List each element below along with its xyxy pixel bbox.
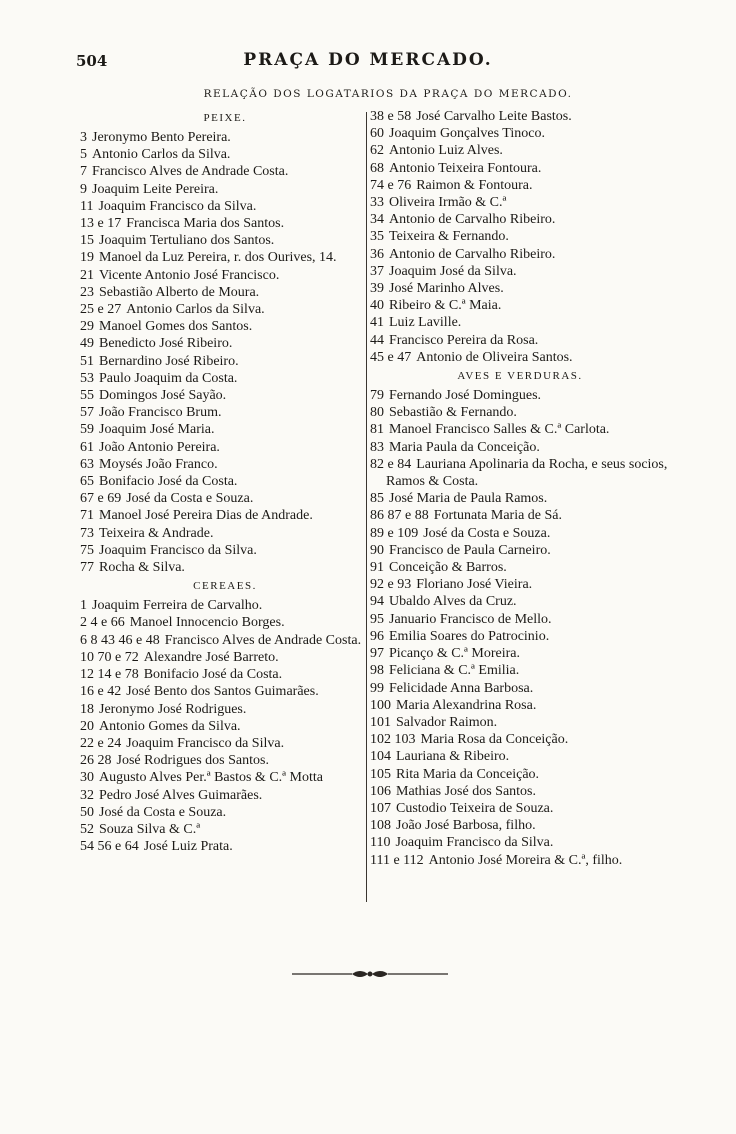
tenant-entry: [370, 280, 670, 297]
tenant-entry: [370, 263, 670, 280]
tenant-name: Lauriana & Ribeiro.: [396, 749, 510, 765]
tenant-name: João José Barbosa, filho.: [396, 818, 536, 834]
tenant-name: Antonio José Moreira & C.ª, filho.: [428, 852, 623, 868]
stall-number: 89 e 109: [370, 525, 419, 541]
tenant-name: Jeronymo Bento Pereira.: [92, 130, 231, 145]
tenant-name: Antonio Carlos da Silva.: [92, 147, 231, 163]
tenant-name: Manoel Innocencio Borges.: [129, 615, 285, 631]
tenant-name: Francisco de Paula Carneiro.: [389, 542, 551, 558]
tenant-entry: [370, 349, 670, 366]
tenant-name: Joaquim José Maria.: [99, 422, 215, 438]
tenant-entry: [80, 318, 370, 335]
tenant-name: José Rodrigues dos Santos.: [116, 753, 269, 769]
tenant-entry: [370, 576, 670, 593]
stall-number: 67 e 69: [80, 491, 122, 507]
tenant-name: Luiz Laville.: [389, 315, 462, 331]
stall-number: 85: [370, 491, 384, 507]
tenant-name: Manoel Gomes dos Santos.: [99, 319, 253, 335]
stall-number: 102 103: [370, 732, 416, 748]
tenant-name: Pedro José Alves Guimarães.: [99, 787, 263, 803]
tenant-name: Felicidade Anna Barbosa.: [389, 680, 534, 696]
subtitle: RELAÇÃO DOS LOGATARIOS DA PRAÇA DO MERCADO.: [203, 88, 573, 100]
stall-number: 30: [80, 770, 94, 786]
tenant-name: Francisca Maria dos Santos.: [126, 216, 285, 232]
tenant-name: Antonio Teixeira Fontoura.: [389, 160, 542, 176]
tenant-entry: [370, 387, 670, 404]
stall-number: 97: [370, 646, 384, 662]
tenant-entry: [80, 821, 370, 838]
tenant-name: Emilia Soares do Patrocinio.: [389, 628, 550, 644]
tenant-name: Sebastião Alberto de Moura.: [99, 284, 260, 300]
tenant-entry: [370, 662, 670, 679]
tenant-entry: [80, 473, 370, 490]
stall-number: 36: [370, 246, 384, 262]
tenant-entry: [80, 804, 370, 821]
stall-number: 1: [80, 598, 87, 614]
tenant-entry: [80, 838, 370, 855]
tenant-entry: [80, 215, 370, 232]
tenant-entry: [80, 735, 370, 752]
tenant-entry: [80, 387, 370, 404]
tenant-entry: [80, 284, 370, 301]
tenant-name: Joaquim Tertuliano dos Santos.: [99, 233, 275, 249]
tenant-name: Paulo Joaquim da Costa.: [99, 370, 238, 386]
tenant-name: Ribeiro & C.ª Maia.: [389, 298, 502, 314]
stall-number: 60: [370, 126, 384, 142]
tenant-entry: [80, 718, 370, 735]
stall-number: 100: [370, 697, 391, 713]
tenant-entry: [370, 125, 670, 142]
tenant-name: Sebastião & Fernando.: [389, 405, 517, 421]
stall-number: 82 e 84: [370, 456, 412, 472]
tenant-name: Maria Alexandrina Rosa.: [396, 697, 537, 713]
tenant-name: Domingos José Sayão.: [99, 388, 227, 404]
tenant-entry: [80, 490, 370, 507]
tenant-entry: [80, 129, 370, 146]
stall-number: 91: [370, 560, 384, 576]
stall-number: 29: [80, 319, 94, 335]
tenant-name: Augusto Alves Per.ª Bastos & C.ª Motta: [99, 770, 323, 786]
stall-number: 12 14 e 78: [80, 667, 139, 683]
tenant-name: Floriano José Vieira.: [416, 577, 533, 593]
tenant-entry: [80, 752, 370, 769]
tenant-name: Teixeira & Andrade.: [99, 525, 214, 541]
stall-number: 20: [80, 718, 94, 734]
tenant-entry: [80, 632, 370, 649]
tenant-entry: [370, 421, 670, 438]
tenant-entry: [370, 559, 670, 576]
tenant-entry: [370, 731, 670, 748]
stall-number: 13 e 17: [80, 216, 122, 232]
tenant-name: Rocha & Silva.: [99, 560, 185, 576]
tenant-entry: [80, 507, 370, 524]
tenant-name: Alexandre José Barreto.: [143, 649, 279, 665]
tenant-name: Antonio de Carvalho Ribeiro.: [389, 212, 556, 228]
tenant-name: Joaquim José da Silva.: [389, 263, 517, 279]
tenant-entry: [80, 439, 370, 456]
tenant-entry: [370, 783, 670, 800]
stall-number: 71: [80, 508, 94, 524]
tenant-name: Fortunata Maria de Sá.: [433, 508, 563, 524]
stall-number: 106: [370, 783, 391, 799]
tenant-entry: [80, 353, 370, 370]
tenant-name: José Luiz Prata.: [143, 839, 233, 855]
tenant-name: Mathias José dos Santos.: [396, 783, 536, 799]
tenant-entry: [80, 146, 370, 163]
tenant-entry: [370, 697, 670, 714]
stall-number: 61: [80, 439, 94, 455]
tenant-entry: [370, 108, 670, 125]
tenant-name: Manoel José Pereira Dias de Andrade.: [99, 508, 313, 524]
tenant-entry: [370, 611, 670, 628]
tenant-name: Joaquim Francisco da Silva.: [395, 835, 554, 851]
tenant-name: Souza Silva & C.ª: [99, 821, 201, 837]
stall-number: 41: [370, 315, 384, 331]
stall-number: 110: [370, 835, 391, 851]
tenant-entry: [80, 456, 370, 473]
tenant-name: Manoel da Luz Pereira, r. dos Ourives, 14.: [99, 250, 337, 266]
stall-number: 10 70 e 72: [80, 649, 139, 665]
tenant-entry: [80, 525, 370, 542]
stall-number: 23: [80, 284, 94, 300]
column-divider: [366, 112, 367, 902]
stall-number: 32: [80, 787, 94, 803]
tenant-name: Antonio de Carvalho Ribeiro.: [389, 246, 556, 262]
stall-number: 51: [80, 353, 94, 369]
stall-number: 54 56 e 64: [80, 839, 139, 855]
tenant-entry: [370, 748, 670, 765]
tenant-name: Ubaldo Alves da Cruz.: [389, 594, 517, 610]
tenant-entry: [80, 370, 370, 387]
tenant-name: Rita Maria da Conceição.: [396, 766, 540, 782]
tenant-entry: [370, 177, 670, 194]
tenant-name: Joaquim Francisco da Silva.: [98, 198, 257, 214]
tenant-entry: [370, 800, 670, 817]
stall-number: 95: [370, 611, 384, 627]
tenant-name: Oliveira Irmão & C.ª: [389, 195, 507, 211]
stall-number: 40: [370, 298, 384, 314]
tenant-entry: [80, 404, 370, 421]
tenant-name: Feliciana & C.ª Emilia.: [389, 663, 520, 679]
stall-number: 6 8 43 46 e 48: [80, 632, 160, 648]
stall-number: 25 e 27: [80, 302, 122, 318]
stall-number: 104: [370, 749, 391, 765]
tenant-name: José Marinho Alves.: [389, 281, 504, 297]
tenant-entry: [80, 769, 370, 786]
tenant-name: Benedicto José Ribeiro.: [99, 336, 233, 352]
tenant-entry: [370, 852, 670, 869]
stall-number: 19: [80, 250, 94, 266]
tenant-entry: [370, 507, 670, 524]
tenant-entry: [370, 228, 670, 245]
end-ornament: [290, 964, 450, 984]
stall-number: 7: [80, 164, 87, 180]
tenant-name: João Francisco Brum.: [99, 405, 222, 421]
stall-number: 33: [370, 195, 384, 211]
tenant-entry: [80, 198, 370, 215]
tenant-name: Francisco Alves de Andrade Costa.: [92, 164, 289, 180]
tenant-entry: [370, 404, 670, 421]
tenant-entry: [80, 614, 370, 631]
tenant-entry: [370, 542, 670, 559]
tenant-entry: [80, 649, 370, 666]
tenant-entry: [80, 301, 370, 318]
tenant-name: Joaquim Leite Pereira.: [92, 181, 219, 197]
tenant-name: Manoel Francisco Salles & C.ª Carlota.: [389, 422, 610, 438]
tenant-entry: [80, 181, 370, 198]
tenant-entry: [370, 314, 670, 331]
tenant-entry: [80, 597, 370, 614]
stall-number: 26 28: [80, 753, 112, 769]
stall-number: 50: [80, 804, 94, 820]
stall-number: 79: [370, 388, 384, 404]
tenant-name: Joaquim Francisco da Silva.: [99, 542, 257, 558]
tenant-entry: [370, 194, 670, 211]
tenant-name: Raimon & Fontoura.: [416, 177, 533, 193]
stall-number: 92 e 93: [370, 577, 412, 593]
tenant-name: Antonio Gomes da Silva.: [99, 718, 241, 734]
stall-number: 107: [370, 800, 391, 816]
tenant-name: Antonio de Oliveira Santos.: [416, 349, 573, 365]
stall-number: 77: [80, 560, 94, 576]
tenant-entry: [80, 249, 370, 266]
tenant-name: José da Costa e Souza.: [99, 804, 227, 820]
tenant-name: Francisco Alves de Andrade Costa.: [164, 632, 362, 648]
tenant-entry: [80, 542, 370, 559]
stall-number: 21: [80, 267, 94, 283]
stall-number: 62: [370, 143, 384, 159]
stall-number: 57: [80, 405, 94, 421]
tenant-name: Fernando José Domingues.: [389, 388, 542, 404]
tenant-entry: [370, 332, 670, 349]
tenant-name: José Bento dos Santos Guimarães.: [126, 684, 319, 700]
tenant-entry: [370, 160, 670, 177]
tenant-entry: [370, 456, 670, 490]
section-title: AVES E VERDURAS.: [457, 370, 583, 383]
tenant-name: Salvador Raimon.: [396, 714, 498, 730]
stall-number: 35: [370, 229, 384, 245]
tenant-entry: [370, 211, 670, 228]
tenant-entry: [80, 559, 370, 576]
stall-number: 80: [370, 405, 384, 421]
tenant-name: Moysés João Franco.: [99, 456, 218, 472]
tenant-name: Lauriana Apolinaria da Rocha, e seus socios, Ramos & Costa.: [386, 456, 668, 490]
tenant-entry: [80, 787, 370, 804]
right-column: [370, 108, 670, 869]
section-title: PEIXE.: [203, 112, 247, 124]
tenant-entry: [370, 834, 670, 851]
page-number: 504: [76, 52, 108, 70]
tenant-name: Joaquim Francisco da Silva.: [126, 735, 285, 751]
tenant-entry: [370, 628, 670, 645]
stall-number: 59: [80, 422, 94, 438]
stall-number: 75: [80, 542, 94, 558]
stall-number: 68: [370, 160, 384, 176]
tenant-entry: [80, 701, 370, 718]
stall-number: 73: [80, 525, 94, 541]
tenant-entry: [80, 666, 370, 683]
tenant-name: Januario Francisco de Mello.: [389, 611, 552, 627]
tenant-entry: [370, 593, 670, 610]
tenant-entry: [370, 525, 670, 542]
stall-number: 49: [80, 336, 94, 352]
tenant-name: Antonio Luiz Alves.: [389, 143, 503, 159]
tenant-name: José Maria de Paula Ramos.: [389, 491, 548, 507]
stall-number: 55: [80, 388, 94, 404]
tenant-entry: [80, 421, 370, 438]
tenant-name: José da Costa e Souza.: [423, 525, 551, 541]
tenant-entry: [370, 490, 670, 507]
tenant-name: João Antonio Pereira.: [99, 439, 220, 455]
tenant-name: Joaquim Ferreira de Carvalho.: [92, 598, 263, 614]
tenant-entry: [80, 232, 370, 249]
stall-number: 108: [370, 818, 391, 834]
stall-number: 101: [370, 714, 391, 730]
tenant-entry: [370, 680, 670, 697]
running-head: PRAÇA DO MERCADO.: [243, 50, 493, 70]
tenant-name: Bernardino José Ribeiro.: [99, 353, 239, 369]
left-column: [80, 108, 370, 855]
tenant-name: Joaquim Gonçalves Tinoco.: [389, 126, 545, 142]
stall-number: 111 e 112: [370, 852, 424, 868]
stall-number: 94: [370, 594, 384, 610]
stall-number: 65: [80, 474, 94, 490]
stall-number: 98: [370, 663, 384, 679]
tenant-entry: [370, 297, 670, 314]
tenant-entry: [370, 246, 670, 263]
tenant-name: José Carvalho Leite Bastos.: [416, 109, 572, 124]
stall-number: 22 e 24: [80, 735, 122, 751]
stall-number: 63: [80, 456, 94, 472]
tenant-name: Bonifacio José da Costa.: [99, 474, 238, 490]
stall-number: 11: [80, 198, 94, 214]
stall-number: 34: [370, 212, 384, 228]
stall-number: 38 e 58: [370, 109, 412, 124]
tenant-entry: [80, 163, 370, 180]
tenant-entry: [80, 683, 370, 700]
stall-number: 96: [370, 628, 384, 644]
stall-number: 74 e 76: [370, 177, 412, 193]
tenant-name: Maria Rosa da Conceição.: [420, 732, 569, 748]
tenant-name: Francisco Pereira da Rosa.: [389, 332, 539, 348]
tenant-entry: [80, 267, 370, 284]
stall-number: 90: [370, 542, 384, 558]
stall-number: 44: [370, 332, 384, 348]
tenant-name: Jeronymo José Rodrigues.: [99, 701, 247, 717]
stall-number: 53: [80, 370, 94, 386]
tenant-entry: [370, 817, 670, 834]
tenant-entry: [80, 335, 370, 352]
tenant-name: Antonio Carlos da Silva.: [126, 302, 265, 318]
stall-number: 99: [370, 680, 384, 696]
tenant-entry: [370, 645, 670, 662]
tenant-name: Teixeira & Fernando.: [389, 229, 509, 245]
stall-number: 105: [370, 766, 391, 782]
stall-number: 52: [80, 821, 94, 837]
stall-number: 3: [80, 130, 87, 145]
tenant-entry: [370, 766, 670, 783]
stall-number: 5: [80, 147, 87, 163]
tenant-entry: [370, 142, 670, 159]
tenant-name: José da Costa e Souza.: [126, 491, 254, 507]
stall-number: 18: [80, 701, 94, 717]
section-title: CEREAES.: [193, 580, 257, 593]
tenant-name: Picanço & C.ª Moreira.: [389, 646, 520, 662]
stall-number: 2 4 e 66: [80, 615, 125, 631]
stall-number: 86 87 e 88: [370, 508, 429, 524]
tenant-name: Vicente Antonio José Francisco.: [99, 267, 280, 283]
tenant-name: Custodio Teixeira de Souza.: [396, 800, 554, 816]
tenant-name: Maria Paula da Conceição.: [389, 439, 540, 455]
stall-number: 45 e 47: [370, 349, 412, 365]
stall-number: 83: [370, 439, 384, 455]
tenant-name: Conceição & Barros.: [389, 560, 507, 576]
stall-number: 37: [370, 263, 384, 279]
stall-number: 81: [370, 422, 384, 438]
tenant-entry: [370, 439, 670, 456]
tenant-entry: [370, 714, 670, 731]
stall-number: 39: [370, 281, 384, 297]
stall-number: 9: [80, 181, 87, 197]
stall-number: 16 e 42: [80, 684, 122, 700]
tenant-name: Bonifacio José da Costa.: [143, 667, 283, 683]
stall-number: 15: [80, 233, 94, 249]
